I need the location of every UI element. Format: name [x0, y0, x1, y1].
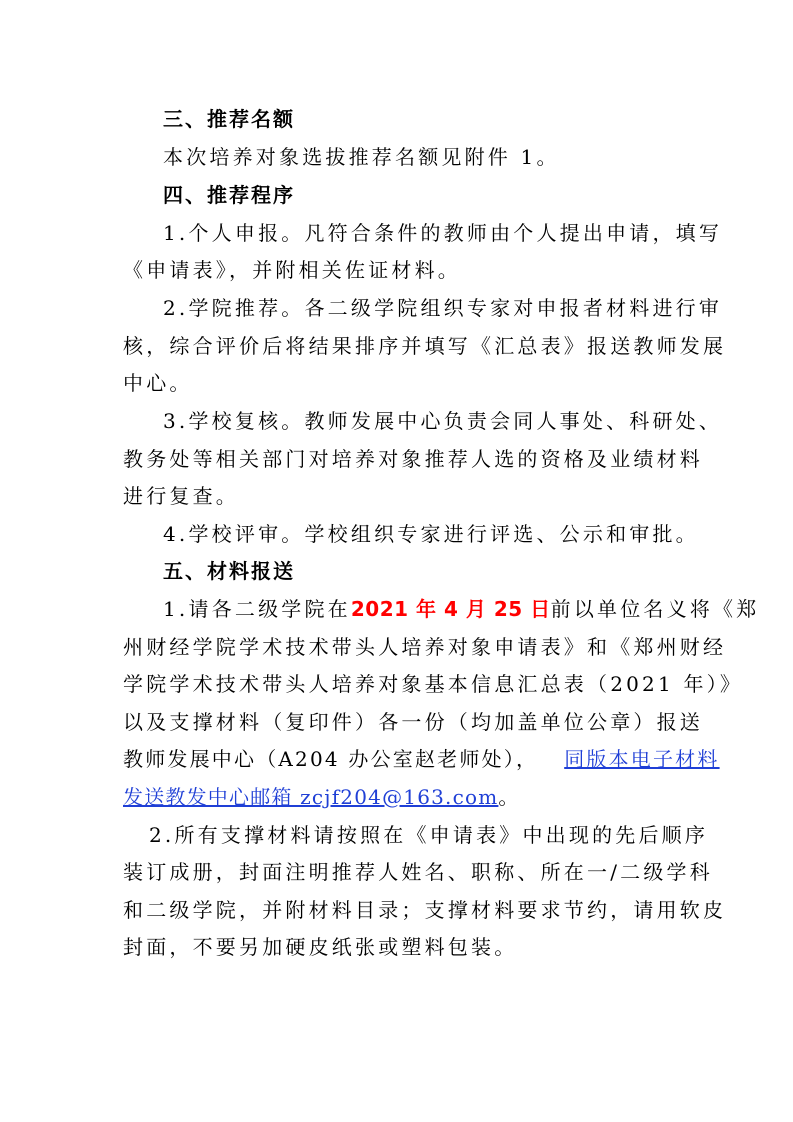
section-5-p2-line1: 2.所有支撑材料请按照在《申请表》中出现的先后顺序 [149, 823, 709, 847]
section-4-p1-line1: 1.个人申报。凡符合条件的教师由个人提出申请，填写 [163, 221, 723, 245]
section-5-p1-line2: 州财经学院学术技术带头人培养对象申请表》和《郑州财经 [123, 635, 727, 659]
section-4-p3-line3: 进行复查。 [123, 484, 239, 508]
deadline-date: 2021 年 4 月 25 日 [350, 597, 551, 621]
section-4-title: 四、推荐程序 [163, 183, 295, 207]
section-4-p2-line1: 2.学院推荐。各二级学院组织专家对申报者材料进行审 [163, 296, 723, 320]
section-3-body: 本次培养对象选拔推荐名额见附件 1。 [163, 145, 560, 169]
section-5-p1-line6-end: 。 [498, 785, 520, 809]
section-4-p2-line2: 核，综合评价后将结果排序并填写《汇总表》报送教师发展 [123, 334, 727, 358]
section-4-p3-line2: 教务处等相关部门对培养对象推荐人选的资格及业绩材料 [123, 447, 703, 471]
email-link-part1[interactable]: 同版本电子材料 [564, 747, 720, 771]
section-5-p2-line4: 封面，不要另加硬皮纸张或塑料包装。 [123, 935, 518, 959]
section-5-p1-line1 [163, 595, 759, 623]
section-4-p2-line3: 中心。 [123, 371, 193, 395]
section-5-p1-line5-start: 教师发展中心（A204 办公室赵老师处）， [123, 747, 539, 771]
section-5-title: 五、材料报送 [163, 559, 295, 583]
section-3-title: 三、推荐名额 [163, 107, 295, 131]
section-5-p1-line1-end: 前以单位名义将《郑 [550, 597, 760, 621]
section-5-p2-line2: 装订成册，封面注明推荐人姓名、职称、所在一/二级学科 [123, 860, 713, 884]
section-5-p1-line6 [123, 783, 520, 811]
section-5-p1-line4: 以及支撑材料（复印件）各一份（均加盖单位公章）报送 [123, 710, 703, 734]
section-5-p1-line5 [123, 745, 720, 773]
section-4-p1-line2: 《申请表》，并附相关佐证材料。 [123, 258, 461, 282]
section-4-p4-line1: 4.学校评审。学校组织专家进行评选、公示和审批。 [163, 522, 699, 546]
section-4-p3-line1: 3.学校复核。教师发展中心负责会同人事处、科研处、 [163, 409, 723, 433]
email-link-part2[interactable]: 发送教发中心邮箱 zcjf204@163.com [123, 785, 499, 809]
section-5-p1-line1-start: 1.请各二级学院在 [163, 597, 351, 621]
section-5-p1-line3: 学院学术技术带头人培养对象基本信息汇总表（2021 年）》 [123, 672, 744, 696]
section-5-p2-line3: 和二级学院，并附材料目录；支撑材料要求节约，请用软皮 [123, 898, 727, 922]
